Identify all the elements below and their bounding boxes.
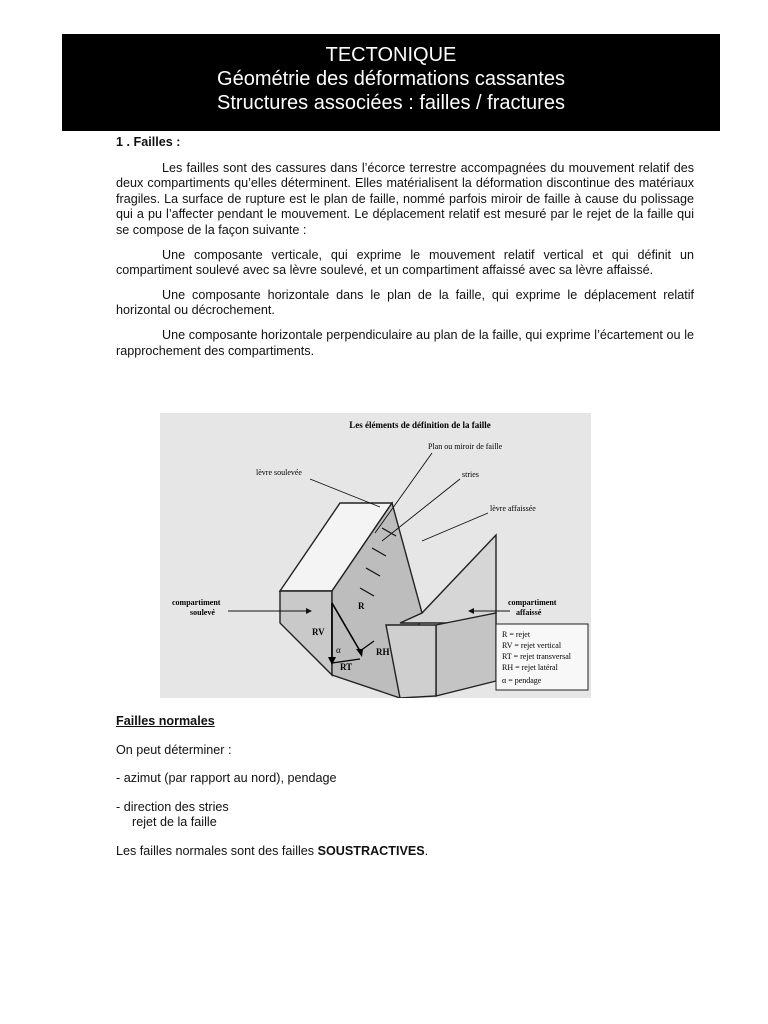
figure-title: Les éléments de définition de la faille	[349, 420, 491, 430]
list-item: - azimut (par rapport au nord), pendage	[116, 771, 337, 786]
subsection-failles-normales	[116, 714, 694, 860]
conclusion-prefix: Les failles normales sont des failles	[116, 843, 318, 858]
subsection-title: Failles normales	[116, 714, 215, 728]
label-RT: RT	[340, 662, 353, 672]
title-line-2: Géométrie des déformations cassantes	[217, 68, 565, 90]
legend-item: R = rejet	[502, 630, 531, 639]
label-comp-aff-2: affaissé	[516, 608, 542, 617]
title-line-1: TECTONIQUE	[325, 44, 457, 66]
label-RV: RV	[312, 627, 325, 637]
label-stries: stries	[462, 470, 479, 479]
conclusion-keyword: SOUSTRACTIVES	[317, 843, 425, 858]
list-item: - direction des stries	[116, 799, 229, 814]
conclusion-text	[116, 844, 694, 860]
conclusion-suffix: .	[424, 843, 429, 858]
label-comp-soul-1: compartiment	[172, 598, 221, 607]
intro-text: On peut déterminer :	[116, 742, 232, 757]
legend-item: RV = rejet vertical	[502, 641, 562, 650]
label-levre-affaissee: lèvre affaissée	[490, 504, 536, 513]
fault-diagram	[160, 413, 591, 698]
right-block-side	[436, 613, 496, 696]
paragraph-definition: Les failles sont des cassures dans l’écorce terrestre accompagnées du mouvement relatif des deux compartiments qu’elles déterminent. Elles matérialisent la déformation discontinue des matériaux fragiles. La surface de rupture est le plan de faille, nommé parfois miroir de faille à cause du polissage qui a pu l’affecter pendant le mouvement. Le déplacement relatif est mesuré par le rejet de la faille qui se compose de la façon suivante :	[116, 160, 694, 237]
paragraph-perpendicular: Une composante horizontale perpendiculaire au plan de la faille, qui exprime l’écartement ou le rapprochement des compartiments.	[116, 327, 694, 358]
section-title: 1 . Failles :	[116, 135, 181, 149]
label-comp-aff-1: compartiment	[508, 598, 557, 607]
legend-item: RT = rejet transversal	[502, 652, 571, 661]
list-item: rejet de la faille	[132, 815, 217, 830]
label-plan: Plan ou miroir de faille	[428, 442, 503, 451]
title-line-3: Structures associées : failles / fractures	[217, 92, 565, 114]
label-comp-soul-2: soulevé	[190, 608, 215, 617]
label-levre-soulevee: lèvre soulevée	[256, 468, 302, 477]
label-R: R	[358, 601, 365, 611]
paragraph-horizontal: Une composante horizontale dans le plan de la faille, qui exprime le déplacement relatif horizontal ou décrochement.	[116, 287, 694, 318]
fault-diagram-svg	[160, 413, 591, 698]
label-alpha: α	[336, 645, 341, 655]
paragraph-vertical: Une composante verticale, qui exprime le mouvement relatif vertical et qui définit un compartiment soulevé avec sa lèvre soulevé, et un compartiment affaissé avec sa lèvre affaissé.	[116, 247, 694, 278]
section-failles	[116, 135, 694, 368]
label-RH: RH	[376, 647, 390, 657]
legend-item: α = pendage	[502, 676, 542, 685]
legend-item: RH = rejet latéral	[502, 663, 558, 672]
title-banner	[62, 34, 720, 131]
